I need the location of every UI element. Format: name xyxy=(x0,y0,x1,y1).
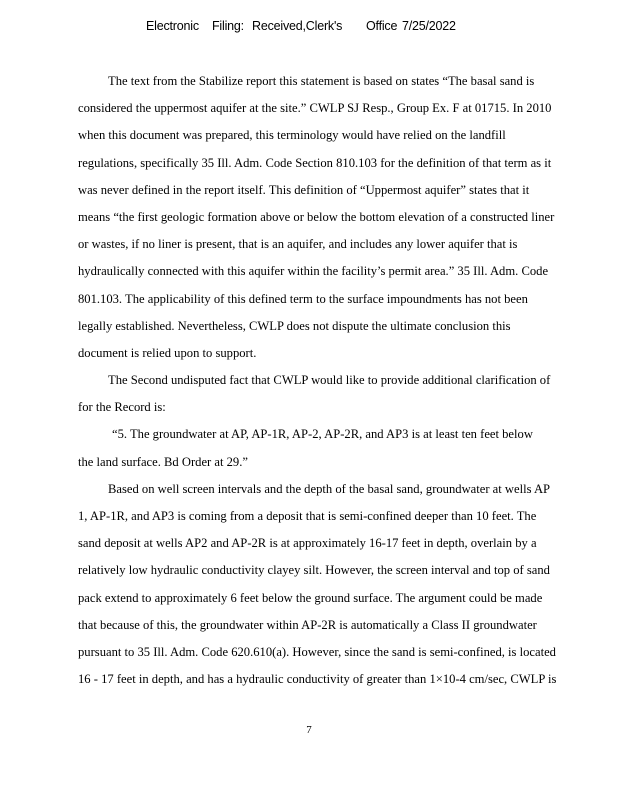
text-line: for the Record is: xyxy=(78,400,166,415)
header-filing: Filing: xyxy=(212,19,244,33)
text-line: legally established. Nevertheless, CWLP does not dispute the ultimate conclusion this xyxy=(78,318,511,333)
text-line: document is relied upon to support. xyxy=(78,345,257,360)
text-line: relatively low hydraulic conductivity clayey silt. However, the screen interval and top of sand xyxy=(78,563,550,578)
text-line: or wastes, if no liner is present, that is an aquifer, and includes any lower aquifer that is xyxy=(78,237,518,252)
quoted-fact: “5. The groundwater at AP, AP-1R, AP-2, AP-2R, and AP3 is at least ten feet below xyxy=(112,427,533,442)
text-line: pack extend to approximately 6 feet below the ground surface. The argument could be made xyxy=(78,590,543,605)
text-line: Based on well screen intervals and the depth of the basal sand, groundwater at wells AP xyxy=(108,481,551,496)
text-line: regulations, specifically 35 Ill. Adm. Code Section 810.103 for the definition of that term as it xyxy=(78,155,552,170)
text-line: hydraulically connected with this aquifer within the facility’s permit area.” 35 Ill. Adm. Code xyxy=(78,264,549,279)
text-line: The text from the Stabilize report this statement is based on states “The basal sand is xyxy=(108,74,535,88)
document-body xyxy=(78,68,592,693)
header-office: Office xyxy=(366,19,398,33)
text-line: The Second undisputed fact that CWLP would like to provide additional clarification of xyxy=(108,373,551,388)
text-line: pursuant to 35 Ill. Adm. Code 620.610(a). However, since the sand is semi-confined, is located xyxy=(78,644,556,659)
text-line: 1, AP-1R, and AP3 is coming from a deposit that is semi-confined deeper than 10 feet. The xyxy=(78,509,537,523)
text-line: 801.103. The applicability of this defined term to the surface impoundments has not been xyxy=(78,291,528,306)
header-electronic: Electronic xyxy=(146,19,199,33)
header-received-clerks: Received,Clerk's xyxy=(252,19,343,33)
text-line: that because of this, the groundwater within AP-2R is automatically a Class II groundwater xyxy=(78,617,537,632)
text-line: sand deposit at wells AP2 and AP-2R is at approximately 16-17 feet in depth, overlain by a xyxy=(78,536,537,551)
page-number: 7 xyxy=(306,724,312,736)
text-line: when this document was prepared, this terminology would have relied on the landfill xyxy=(78,128,506,143)
text-line: 16 - 17 feet in depth, and has a hydraulic conductivity of greater than 1×10-4 cm/sec, CWLP is xyxy=(78,672,557,687)
text-line: considered the uppermost aquifer at the site.” CWLP SJ Resp., Group Ex. F at 01715. In 2010 xyxy=(78,101,552,116)
header-date: 7/25/2022 xyxy=(402,19,456,33)
text-line: means “the first geologic formation above or below the bottom elevation of a constructed liner xyxy=(78,209,555,224)
quoted-fact-continued: the land surface. Bd Order at 29.” xyxy=(78,454,248,469)
text-line: was never defined in the report itself. This definition of “Uppermost aquifer” states that it xyxy=(78,182,530,197)
